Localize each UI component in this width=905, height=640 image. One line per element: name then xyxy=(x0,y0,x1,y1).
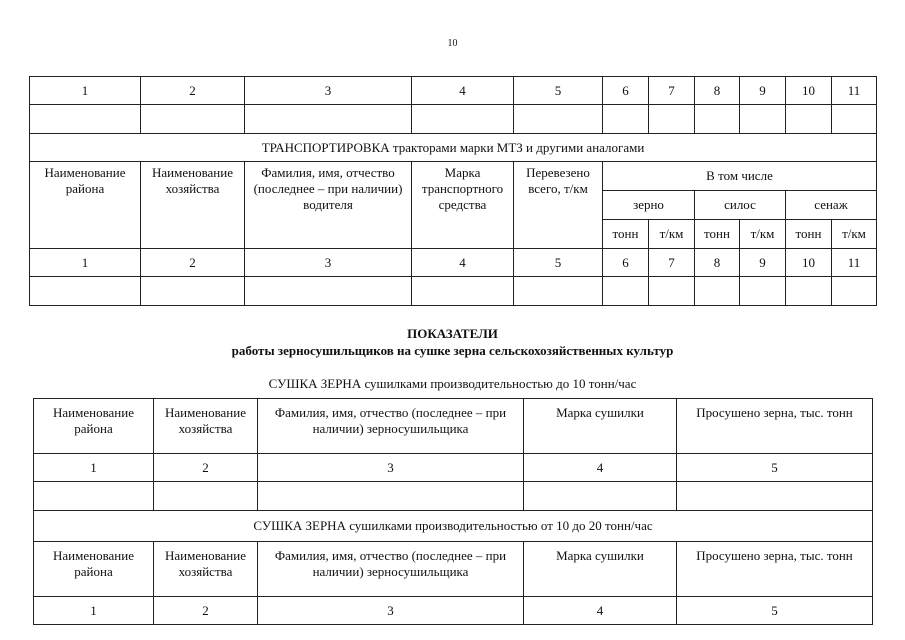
column-number: 9 xyxy=(740,77,786,105)
table-row xyxy=(30,77,877,105)
header-dried: Просушено зерна, тыс. тонн xyxy=(677,542,873,597)
header-dryer: Марка сушилки xyxy=(524,399,677,454)
column-number: 11 xyxy=(832,77,877,105)
empty-cell xyxy=(603,277,649,306)
header-operator: Фамилия, имя, отчество (последнее – при наличии) зерносушильщика xyxy=(258,542,524,597)
empty-cell xyxy=(649,105,695,134)
column-number: 3 xyxy=(245,77,412,105)
header-farm: Наименование хозяйства xyxy=(141,162,245,249)
empty-cell xyxy=(603,105,649,134)
page-number: 10 xyxy=(447,38,458,49)
header-row xyxy=(34,542,873,597)
header-farm: Наименование хозяйства xyxy=(154,399,258,454)
column-number: 3 xyxy=(258,454,524,482)
table-row xyxy=(30,134,877,162)
column-number: 2 xyxy=(154,597,258,625)
empty-cell xyxy=(34,482,154,511)
header-row xyxy=(30,162,877,191)
column-number: 6 xyxy=(603,249,649,277)
header-driver: Фамилия, имя, отчество (последнее – при наличии) водителя xyxy=(245,162,412,249)
header-dryer: Марка сушилки xyxy=(524,542,677,597)
header-row xyxy=(34,399,873,454)
column-number: 5 xyxy=(677,454,873,482)
empty-cell xyxy=(258,482,524,511)
header-dried: Просушено зерна, тыс. тонн xyxy=(677,399,873,454)
empty-cell xyxy=(832,277,877,306)
empty-cell xyxy=(677,482,873,511)
column-number: 2 xyxy=(141,77,245,105)
header-tkm: т/км xyxy=(740,220,786,249)
column-number: 4 xyxy=(412,77,514,105)
column-number: 6 xyxy=(603,77,649,105)
header-operator: Фамилия, имя, отчество (последнее – при наличии) зерносушильщика xyxy=(258,399,524,454)
header-total: Перевезено всего, т/км xyxy=(514,162,603,249)
table-row xyxy=(30,105,877,134)
header-tons: тонн xyxy=(786,220,832,249)
column-number: 2 xyxy=(154,454,258,482)
header-district: Наименование района xyxy=(34,399,154,454)
header-haylage: сенаж xyxy=(786,191,877,220)
header-grain: зерно xyxy=(603,191,695,220)
column-number: 4 xyxy=(524,454,677,482)
column-number: 5 xyxy=(514,77,603,105)
empty-cell xyxy=(695,105,740,134)
empty-cell xyxy=(740,277,786,306)
indicators-title: ПОКАЗАТЕЛИ xyxy=(407,326,498,341)
empty-cell xyxy=(649,277,695,306)
table-row xyxy=(34,454,873,482)
header-silage: силос xyxy=(695,191,786,220)
column-number: 5 xyxy=(514,249,603,277)
empty-cell xyxy=(245,105,412,134)
empty-cell xyxy=(832,105,877,134)
header-tkm: т/км xyxy=(832,220,877,249)
header-farm: Наименование хозяйства xyxy=(154,542,258,597)
empty-cell xyxy=(30,277,141,306)
indicators-subtitle: работы зерносушильщиков на сушке зерна сельскохозяйственных культур xyxy=(231,343,674,358)
column-number: 8 xyxy=(695,77,740,105)
column-number: 11 xyxy=(832,249,877,277)
table-row xyxy=(30,249,877,277)
empty-cell xyxy=(30,105,141,134)
header-district: Наименование района xyxy=(34,542,154,597)
transport-table xyxy=(29,76,877,306)
column-number: 3 xyxy=(258,597,524,625)
empty-cell xyxy=(740,105,786,134)
empty-cell xyxy=(514,277,603,306)
table-row xyxy=(34,597,873,625)
column-number: 3 xyxy=(245,249,412,277)
section-title-drying-10: СУШКА ЗЕРНА сушилками производительностью до 10 тонн/час xyxy=(268,376,637,391)
header-vehicle: Марка транспортного средства xyxy=(412,162,514,249)
column-number: 1 xyxy=(30,77,141,105)
table-row xyxy=(34,511,873,542)
header-tons: тонн xyxy=(603,220,649,249)
column-number: 1 xyxy=(30,249,141,277)
empty-cell xyxy=(245,277,412,306)
column-number: 4 xyxy=(412,249,514,277)
empty-cell xyxy=(141,105,245,134)
column-number: 1 xyxy=(34,597,154,625)
section-banner-drying-10-20: СУШКА ЗЕРНА сушилками производительностью от 10 до 20 тонн/час xyxy=(34,511,873,542)
header-tons: тонн xyxy=(695,220,740,249)
column-number: 2 xyxy=(141,249,245,277)
column-number: 1 xyxy=(34,454,154,482)
column-number: 10 xyxy=(786,249,832,277)
column-number: 5 xyxy=(677,597,873,625)
column-number: 8 xyxy=(695,249,740,277)
header-tkm: т/км xyxy=(649,220,695,249)
empty-cell xyxy=(514,105,603,134)
column-number: 4 xyxy=(524,597,677,625)
header-district: Наименование района xyxy=(30,162,141,249)
empty-cell xyxy=(154,482,258,511)
section-banner-transport: ТРАНСПОРТИРОВКА тракторами марки МТЗ и другими аналогами xyxy=(30,134,877,162)
empty-cell xyxy=(141,277,245,306)
drying-table xyxy=(33,398,873,625)
empty-cell xyxy=(524,482,677,511)
column-number: 7 xyxy=(649,249,695,277)
empty-cell xyxy=(695,277,740,306)
column-number: 9 xyxy=(740,249,786,277)
empty-cell xyxy=(786,105,832,134)
empty-cell xyxy=(412,277,514,306)
table-row xyxy=(30,277,877,306)
table-row xyxy=(34,482,873,511)
column-number: 7 xyxy=(649,77,695,105)
empty-cell xyxy=(412,105,514,134)
header-including: В том числе xyxy=(603,162,877,191)
empty-cell xyxy=(786,277,832,306)
column-number: 10 xyxy=(786,77,832,105)
